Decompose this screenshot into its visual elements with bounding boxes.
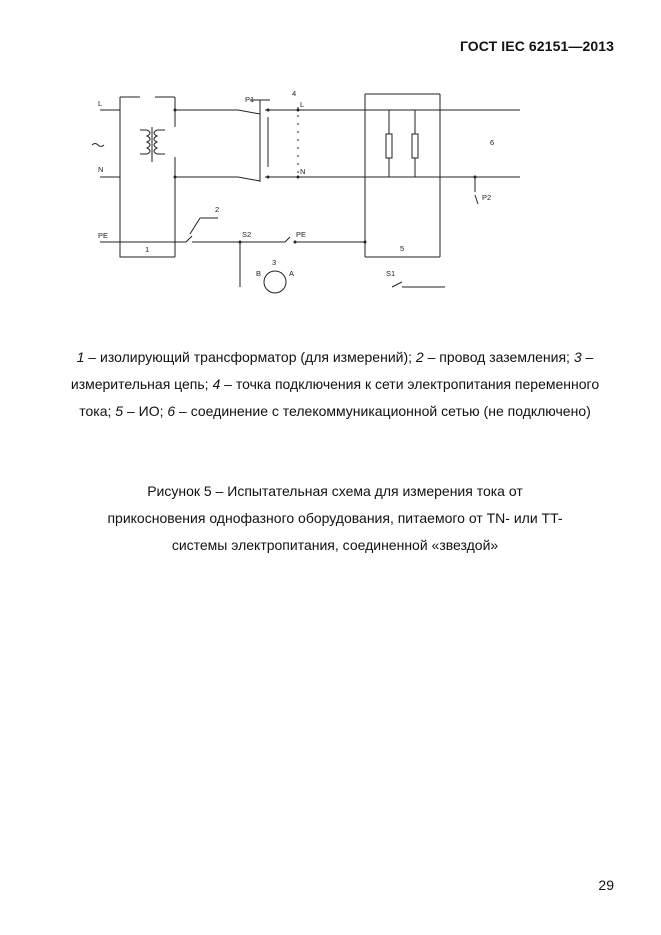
label-L: L: [98, 99, 103, 108]
standard-designation: ГОСТ IEC 62151—2013: [459, 38, 614, 54]
figure-legend: [60, 344, 610, 425]
label-N: N: [98, 165, 104, 174]
transformer-secondary: [154, 130, 157, 154]
legend-num-2: 2: [415, 349, 424, 365]
label-2: 2: [215, 205, 220, 214]
legend-text-2: – провод заземления;: [423, 349, 574, 365]
caption-line-2: прикосновения однофазного оборудования, питаемого от TN- или TT-: [107, 510, 563, 526]
label-PE2: PE: [296, 230, 307, 239]
label-6: 6: [490, 138, 495, 147]
ac-source-symbol: [92, 144, 104, 147]
legend-text-6: – соединение с телекоммуникационной сетью (не подключено): [175, 403, 591, 419]
legend-text-5: – ИО;: [123, 403, 168, 419]
label-P2: P2: [482, 193, 492, 202]
test-circuit-diagram: [80, 82, 540, 302]
figure-caption: [60, 478, 610, 559]
label-S1: S1: [386, 269, 396, 278]
legend-num-1: 1: [76, 349, 85, 365]
label-A: A: [289, 269, 295, 278]
label-B: B: [256, 269, 262, 278]
label-4: 4: [292, 89, 297, 98]
legend-num-5: 5: [115, 403, 124, 419]
label-N2: N: [300, 167, 306, 176]
page-number: 29: [598, 877, 614, 893]
legend-text-3: – измерительная цепь;: [70, 349, 594, 392]
legend-text-4: – точка подключения к сети электропитания переменного тока;: [79, 376, 600, 419]
caption-line-1: Рисунок 5 – Испытательная схема для измерения тока от: [147, 483, 523, 499]
label-L2: L: [300, 100, 305, 109]
legend-num-6: 6: [167, 403, 176, 419]
legend-num-3: 3: [573, 349, 582, 365]
label-5: 5: [400, 244, 405, 253]
transformer-primary: [147, 130, 150, 154]
caption-line-3: системы электропитания, соединенной «звездой»: [171, 537, 499, 553]
label-P1: P1: [245, 95, 255, 104]
label-1: 1: [145, 245, 150, 254]
label-PE: PE: [98, 231, 109, 240]
label-3: 3: [272, 258, 277, 267]
legend-text-1: – изолирующий трансформатор (для измерений);: [84, 349, 416, 365]
label-S2: S2: [242, 230, 252, 239]
legend-num-4: 4: [212, 376, 221, 392]
